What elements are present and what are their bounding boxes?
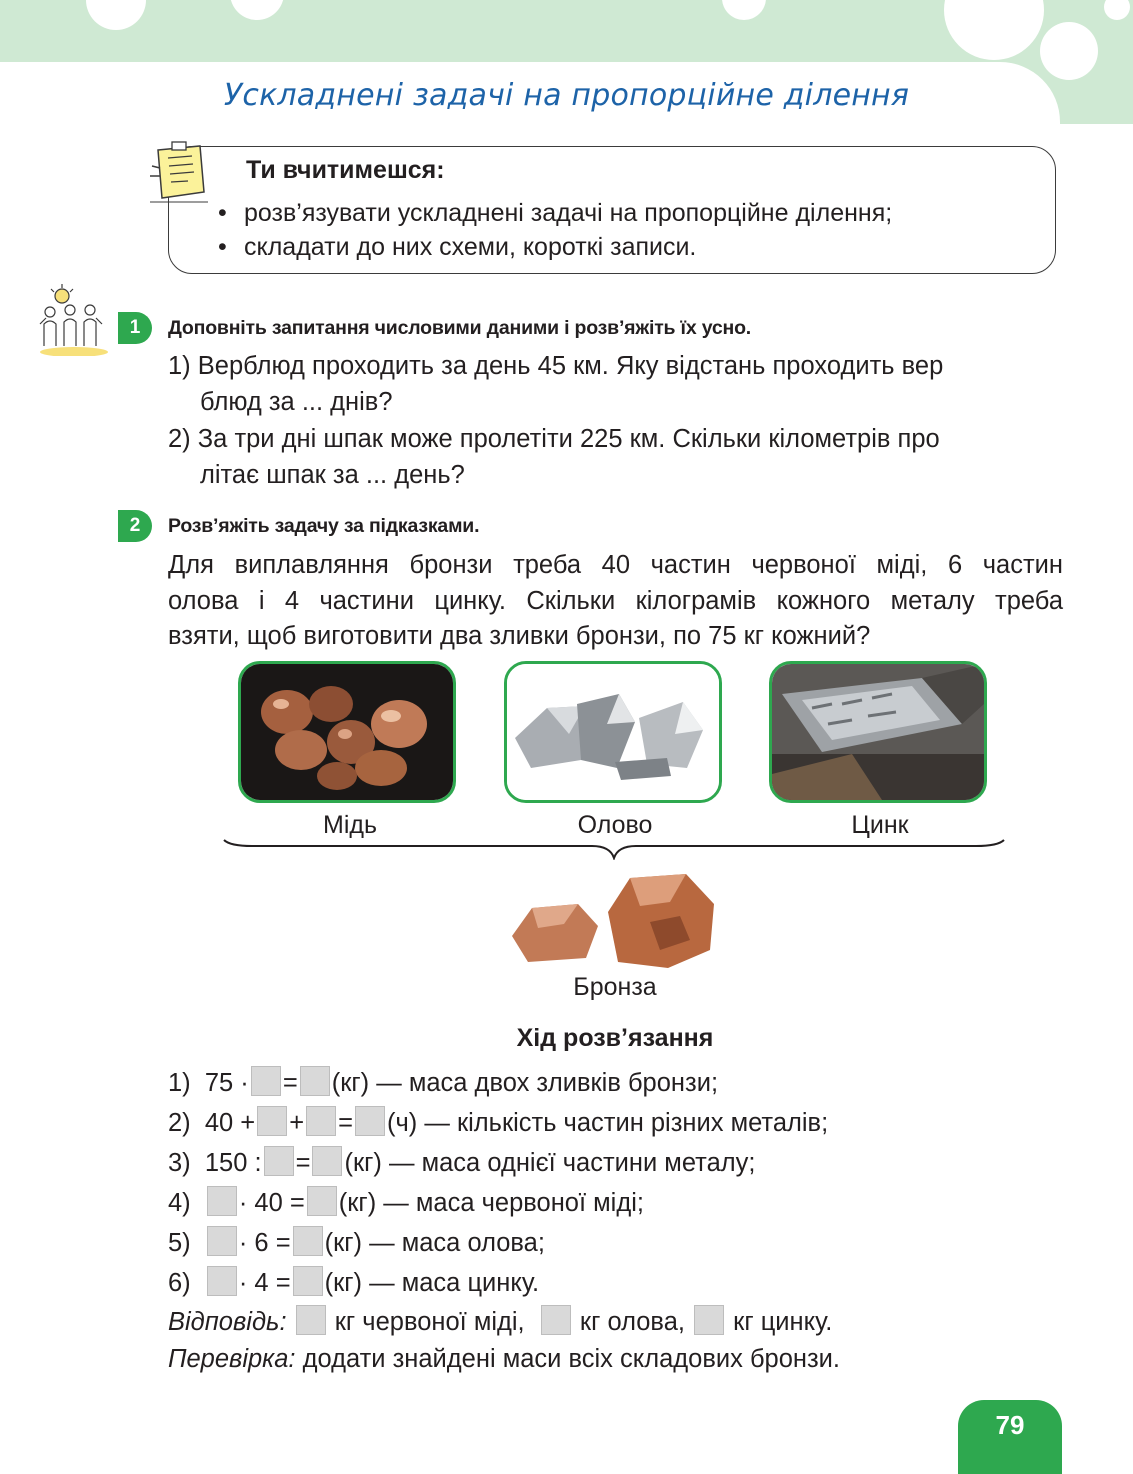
answer-box[interactable] <box>296 1305 326 1335</box>
answer-box[interactable] <box>207 1226 237 1256</box>
bronze-image <box>500 866 730 979</box>
task-instruction: Доповніть запитання числовими даними і розв’яжіть їх усно. <box>168 317 752 339</box>
metal-caption: Цинк <box>851 811 909 839</box>
metal-caption: Олово <box>577 811 653 839</box>
task-item: 2) За три дні шпак може пролетіти 225 км. Скільки кілометрів про <box>168 425 940 453</box>
answer-box[interactable] <box>207 1186 237 1216</box>
answer-box[interactable] <box>312 1146 342 1176</box>
answer-box[interactable] <box>293 1226 323 1256</box>
goals-item: • розв’язувати ускладнені задачі на пропорційне ділення; <box>218 199 893 227</box>
copper-image <box>238 661 456 803</box>
answer-box[interactable] <box>541 1305 571 1335</box>
answer-box[interactable] <box>264 1146 294 1176</box>
solution-step: 2) 40 + + = (ч) — кількість частин різних металів; <box>168 1106 828 1138</box>
answer-line: Відповідь: кг червоної міді, кг олова, кг цинку. <box>168 1305 832 1337</box>
answer-box[interactable] <box>306 1106 336 1136</box>
answer-box[interactable] <box>293 1266 323 1296</box>
page-title: Ускладнені задачі на пропорційне ділення <box>223 78 910 113</box>
answer-box[interactable] <box>251 1066 281 1096</box>
task-text-line: Для виплавляння бронзи треба 40 частин червоної міді, 6 частин <box>168 551 1063 579</box>
notepad-icon <box>148 140 210 211</box>
check-line: Перевірка: додати знайдені маси всіх складових бронзи. <box>168 1345 841 1373</box>
task-text-line: олова і 4 частини цинку. Скільки кілограмів кожного металу треба <box>168 587 1063 615</box>
answer-box[interactable] <box>207 1266 237 1296</box>
task-item-continuation: літає шпак за ... день? <box>200 461 465 489</box>
solution-step: 6) · 4 = (кг) — маса цинку. <box>168 1266 539 1298</box>
goals-item: • складати до них схеми, короткі записи. <box>218 233 697 261</box>
task-item: 1) Верблюд проходить за день 45 км. Яку відстань проходить вер <box>168 352 944 380</box>
group-work-icon <box>36 284 110 361</box>
answer-box[interactable] <box>355 1106 385 1136</box>
task-instruction: Розв’яжіть задачу за підказками. <box>168 515 480 537</box>
solution-step: 4) · 40 = (кг) — маса червоної міді; <box>168 1186 644 1218</box>
answer-box[interactable] <box>300 1066 330 1096</box>
zinc-image <box>769 661 987 803</box>
solution-step: 3) 150 : = (кг) — маса однієї частини металу; <box>168 1146 755 1178</box>
answer-box[interactable] <box>257 1106 287 1136</box>
tin-image <box>504 661 722 803</box>
brace-connector <box>222 834 1006 865</box>
metal-caption: Мідь <box>323 811 377 839</box>
task-number-badge: 2 <box>118 510 152 542</box>
solution-step: 5) · 6 = (кг) — маса олова; <box>168 1226 545 1258</box>
solution-title: Хід розв’язання <box>516 1024 714 1052</box>
page-number: 79 <box>958 1400 1062 1474</box>
task-number-badge: 1 <box>118 312 152 344</box>
answer-box[interactable] <box>307 1186 337 1216</box>
solution-step: 1) 75 · = (кг) — маса двох зливків бронзи; <box>168 1066 718 1098</box>
decor-bubble <box>1040 22 1098 80</box>
bronze-caption: Бронза <box>573 973 657 1001</box>
task-text-line: взяти, щоб виготовити два зливки бронзи, по 75 кг кожний? <box>168 622 871 650</box>
answer-box[interactable] <box>694 1305 724 1335</box>
goals-title: Ти вчитимешся: <box>246 156 445 184</box>
task-item-continuation: блюд за ... днів? <box>200 388 393 416</box>
